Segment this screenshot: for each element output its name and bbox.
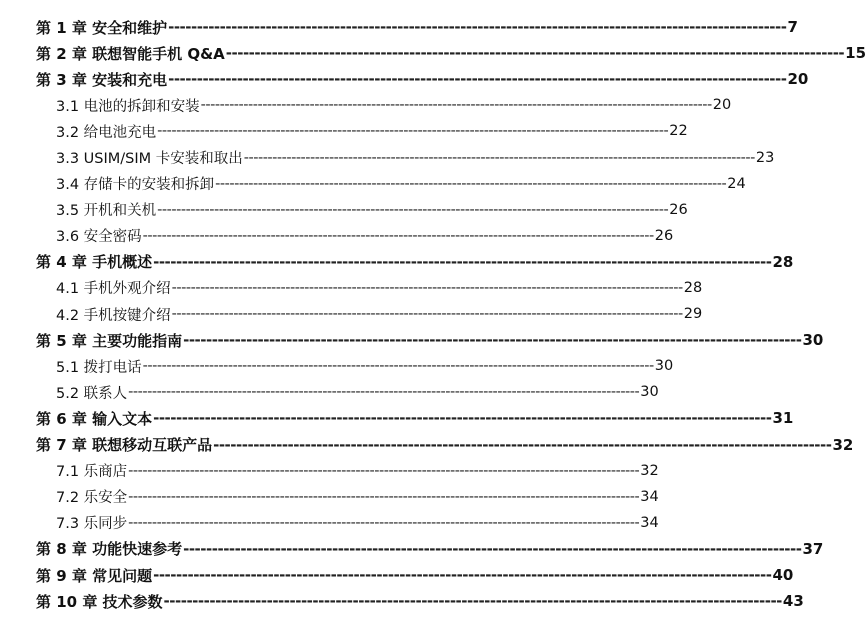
dot-leader: ------------------------------------------------------------------------------------------------------------ [157, 201, 669, 218]
toc-entry-section[interactable] [0, 92, 732, 118]
toc-entry-chapter[interactable] [0, 405, 794, 431]
toc-entry-title: 7.1 乐商店 [56, 464, 128, 481]
toc-entry-section[interactable] [0, 171, 746, 197]
dot-leader: ------------------------------------------------------------------------------------------------------------ [153, 252, 772, 271]
toc-entry-chapter[interactable] [0, 327, 824, 353]
toc-entry-title: 7.3 乐同步 [56, 516, 128, 533]
toc-entry-chapter[interactable] [0, 432, 854, 458]
dot-leader: ------------------------------------------------------------------------------------------------------------ [128, 488, 640, 505]
dot-leader: ------------------------------------------------------------------------------------------------------------ [128, 462, 640, 479]
toc-page-number: 26 [654, 227, 674, 244]
dot-leader: ------------------------------------------------------------------------------------------------------------ [183, 539, 802, 558]
toc-entry-title: 3.1 电池的拆卸和安装 [56, 98, 200, 115]
toc-entry-title: 3.4 存储卡的安装和拆卸 [56, 177, 215, 194]
dot-leader: ------------------------------------------------------------------------------------------------------------ [153, 409, 772, 428]
toc-page-number: 40 [772, 566, 794, 585]
toc-entry-title: 第 1 章 安全和维护 [36, 18, 168, 37]
toc-page-number: 28 [772, 252, 794, 271]
dot-leader: ------------------------------------------------------------------------------------------------------------ [142, 227, 654, 244]
dot-leader: ------------------------------------------------------------------------------------------------------------ [128, 514, 640, 531]
toc-page-number: 26 [669, 201, 688, 218]
toc-entry-chapter[interactable] [0, 66, 809, 92]
toc-entry-section[interactable] [0, 510, 659, 536]
toc-page-number: 30 [654, 358, 674, 375]
dot-leader: ------------------------------------------------------------------------------------------------------------ [142, 358, 654, 375]
dot-leader: ------------------------------------------------------------------------------------------------------------ [163, 592, 782, 611]
toc-page-number: 30 [802, 331, 824, 350]
toc-page-number: 29 [683, 306, 703, 323]
toc-entry-title: 3.3 USIM/SIM 卡安装和取出 [56, 151, 243, 168]
dot-leader: ------------------------------------------------------------------------------------------------------------ [171, 279, 683, 296]
toc-entry-chapter[interactable] [0, 249, 794, 275]
toc-entry-title: 3.5 开机和关机 [56, 203, 157, 220]
toc-entry-section[interactable] [0, 458, 659, 484]
dot-leader: ------------------------------------------------------------------------------------------------------------ [153, 566, 772, 585]
toc-entry-title: 第 7 章 联想移动互联产品 [36, 436, 213, 455]
toc-entry-title: 第 5 章 主要功能指南 [36, 331, 183, 350]
toc-page-number: 32 [640, 462, 659, 479]
dot-leader: ------------------------------------------------------------------------------------------------------------ [168, 70, 787, 89]
toc-entry-chapter[interactable] [0, 14, 798, 40]
dot-leader: ------------------------------------------------------------------------------------------------------------ [183, 331, 802, 350]
dot-leader: ------------------------------------------------------------------------------------------------------------ [225, 44, 845, 63]
toc-entry-section[interactable] [0, 484, 659, 510]
toc-entry-title: 3.6 安全密码 [56, 229, 142, 246]
toc-entry-title: 5.1 拨打电话 [56, 359, 142, 376]
toc-entry-title: 7.2 乐安全 [56, 490, 128, 507]
toc-entry-title: 第 2 章 联想智能手机 Q&A [36, 44, 225, 63]
toc-entry-chapter[interactable] [0, 588, 804, 614]
toc-page-number: 37 [802, 539, 824, 558]
toc-page-number: 30 [640, 384, 659, 401]
toc-entry-title: 第 8 章 功能快速参考 [36, 540, 183, 559]
toc-entry-section[interactable] [0, 379, 659, 405]
toc-page-number: 31 [772, 409, 794, 428]
toc-page-number: 23 [755, 149, 775, 166]
toc-entry-section[interactable] [0, 118, 688, 144]
toc-entry-title: 4.1 手机外观介绍 [56, 281, 171, 298]
table-of-contents [0, 14, 866, 614]
dot-leader: ------------------------------------------------------------------------------------------------------------ [168, 18, 787, 37]
toc-entry-title: 4.2 手机按键介绍 [56, 307, 171, 324]
dot-leader: ------------------------------------------------------------------------------------------------------------ [215, 175, 727, 192]
toc-page-number: 34 [640, 488, 659, 505]
toc-page-number: 24 [727, 175, 746, 192]
toc-entry-title: 5.2 联系人 [56, 385, 128, 402]
toc-entry-section[interactable] [0, 301, 703, 327]
toc-entry-section[interactable] [0, 275, 703, 301]
toc-entry-section[interactable] [0, 144, 775, 170]
toc-entry-title: 第 9 章 常见问题 [36, 566, 153, 585]
toc-page-number: 34 [640, 514, 659, 531]
toc-page-number: 20 [787, 70, 809, 89]
toc-entry-chapter[interactable] [0, 40, 866, 66]
toc-entry-section[interactable] [0, 223, 674, 249]
toc-page-number: 43 [782, 592, 804, 611]
toc-page-number: 32 [832, 435, 854, 454]
dot-leader: ------------------------------------------------------------------------------------------------------------ [128, 384, 640, 401]
toc-entry-chapter[interactable] [0, 562, 794, 588]
toc-entry-title: 第 6 章 输入文本 [36, 409, 153, 428]
toc-page-number: 22 [669, 123, 688, 140]
toc-entry-title: 第 10 章 技术参数 [36, 592, 163, 611]
dot-leader: ------------------------------------------------------------------------------------------------------------ [243, 149, 755, 166]
toc-entry-section[interactable] [0, 353, 674, 379]
toc-entry-title: 第 4 章 手机概述 [36, 253, 153, 272]
toc-page-number: 28 [683, 279, 703, 296]
dot-leader: ------------------------------------------------------------------------------------------------------------ [213, 435, 832, 454]
toc-page-number: 7 [787, 18, 798, 37]
dot-leader: ------------------------------------------------------------------------------------------------------------ [200, 97, 712, 114]
toc-page-number: 15 [845, 44, 866, 63]
toc-page-number: 20 [712, 97, 732, 114]
toc-entry-chapter[interactable] [0, 536, 824, 562]
dot-leader: ------------------------------------------------------------------------------------------------------------ [171, 306, 683, 323]
toc-entry-title: 3.2 给电池充电 [56, 124, 157, 141]
toc-entry-title: 第 3 章 安装和充电 [36, 70, 168, 89]
dot-leader: ------------------------------------------------------------------------------------------------------------ [157, 123, 669, 140]
toc-entry-section[interactable] [0, 197, 688, 223]
